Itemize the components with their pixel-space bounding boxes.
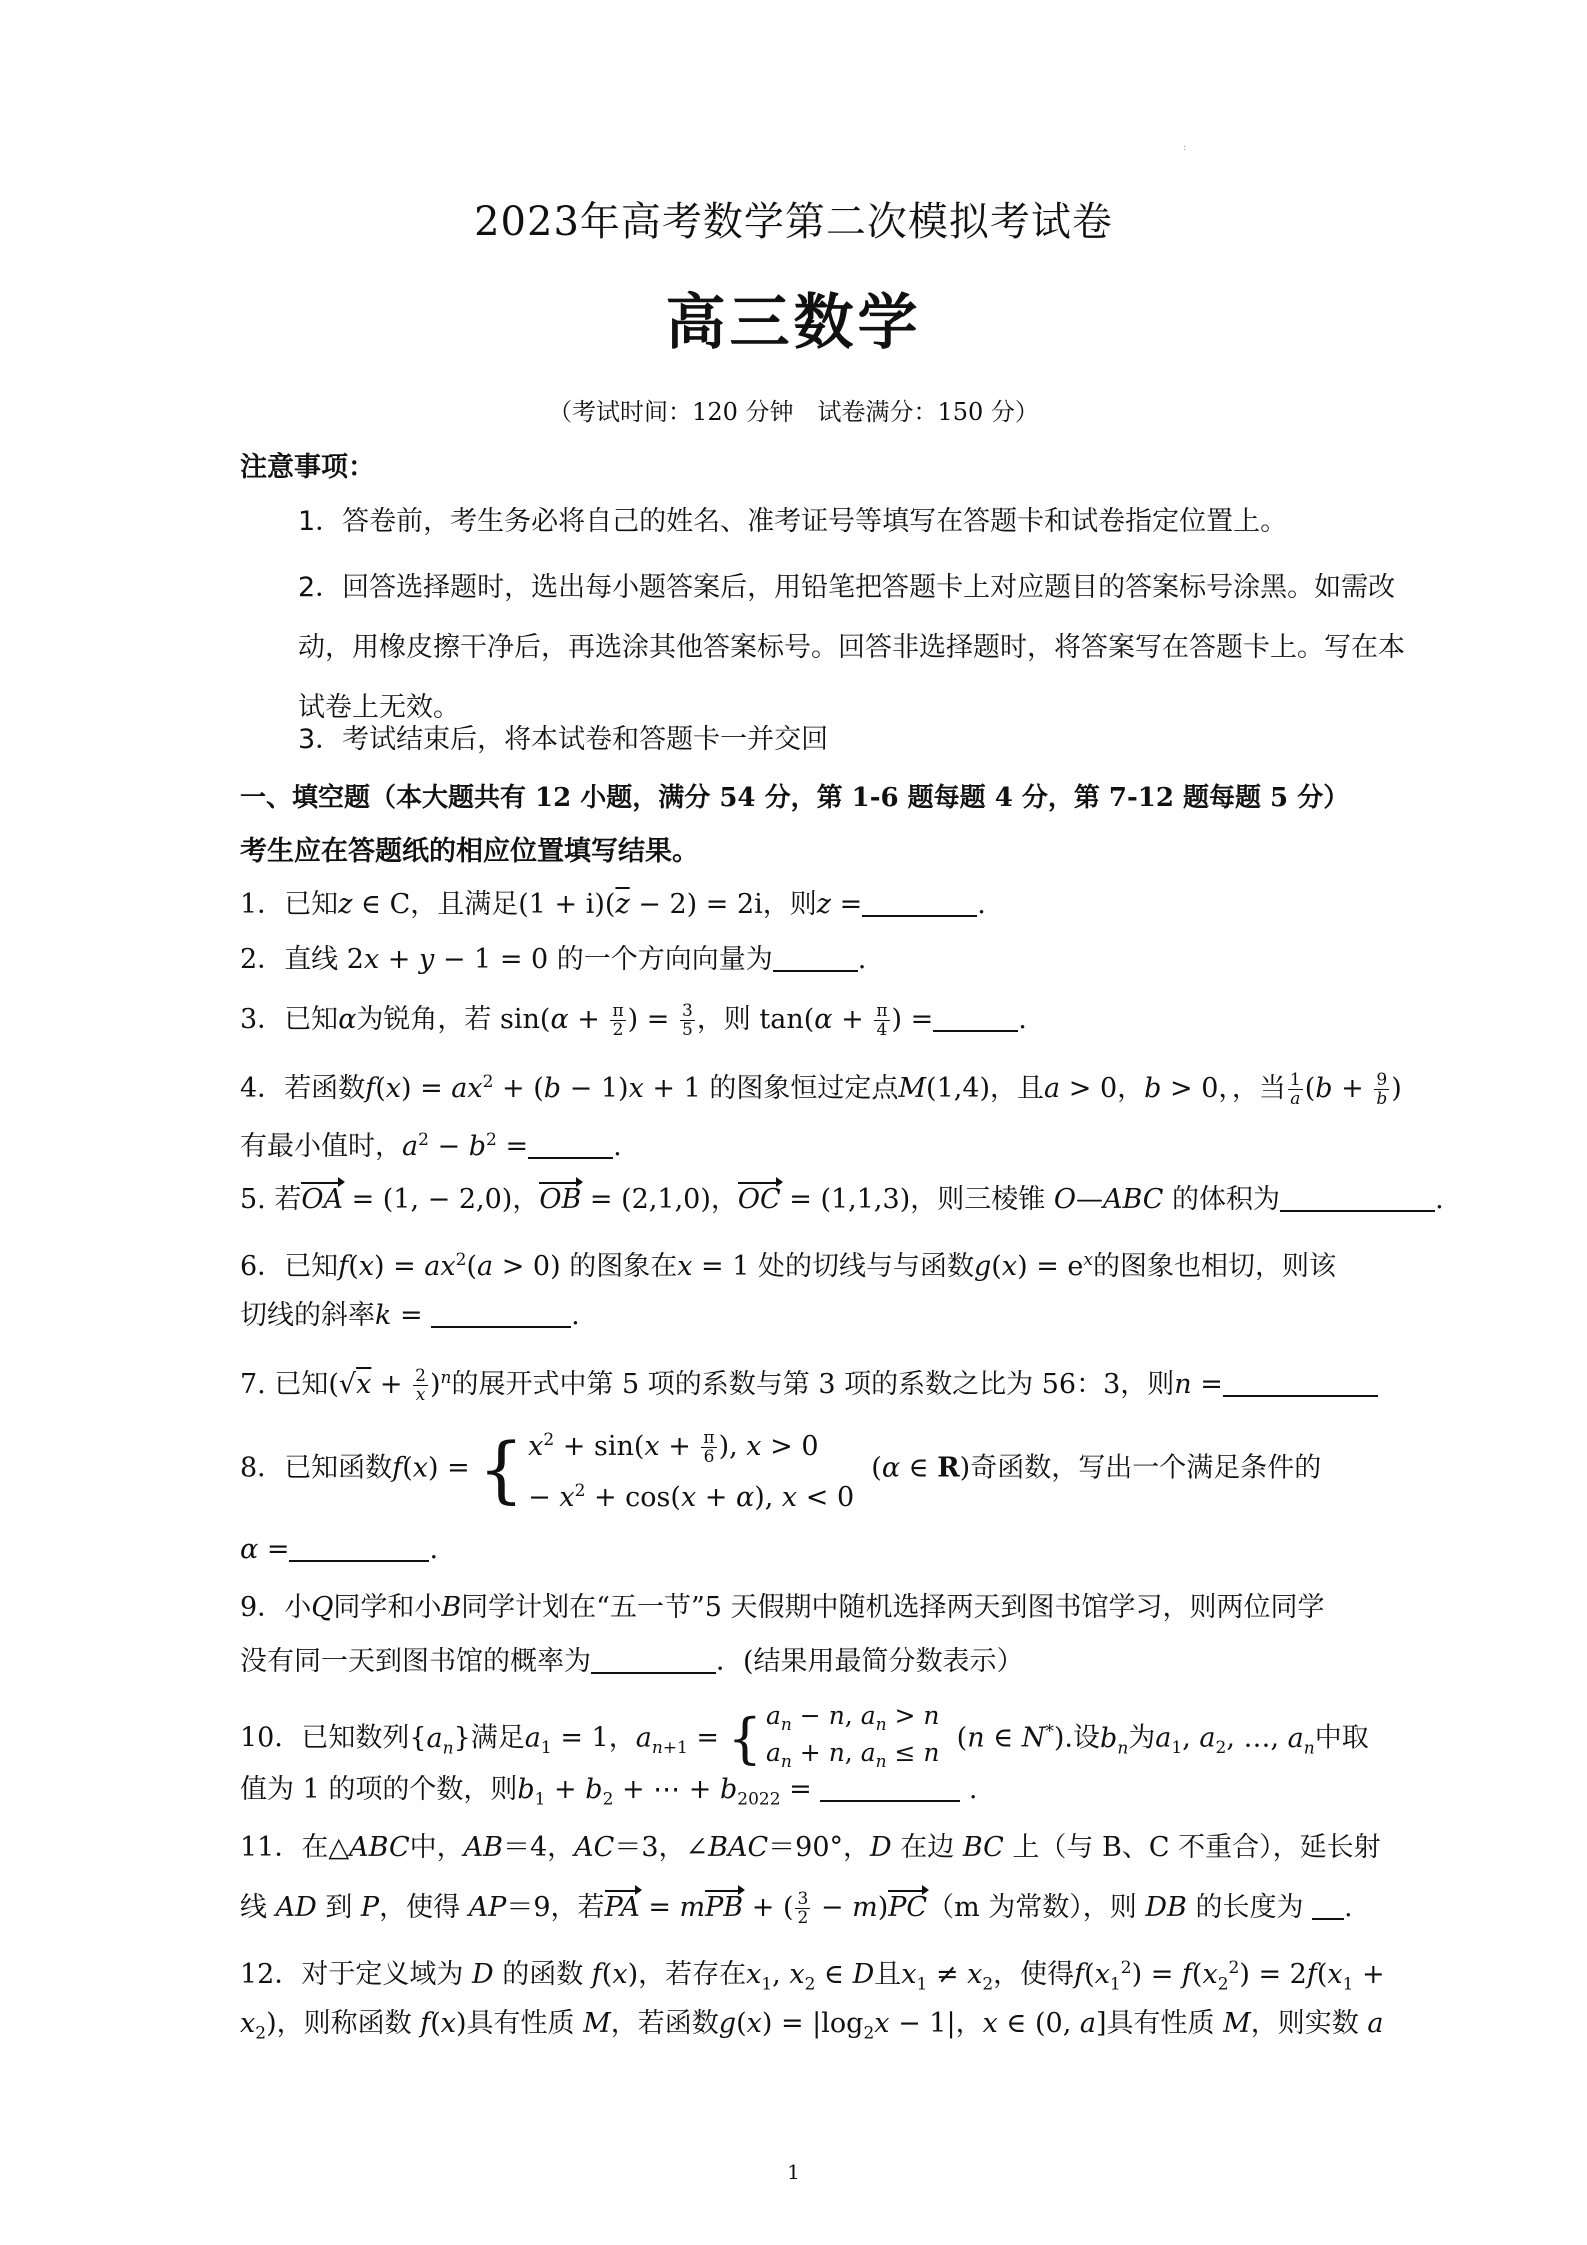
question-10-line-1: 10．已知数列$\{a_n\}$满足$a_1 = 1$，$a_{n+1}$ = { $a_n - n$, $a_n > n$ $a_n + n$, $a_n \le n$ (n ∈ N*).设$b_n$为$a_1$, $a_2$, …, $a_n$中取 [240, 1701, 1369, 1772]
answer-blank-10[interactable] [820, 1772, 960, 1802]
notes-heading: 注意事项： [240, 452, 375, 483]
answer-blank-8[interactable] [289, 1532, 429, 1562]
note-item-1: 1．答卷前，考生务必将自己的姓名、准考证号等填写在答题卡和试卷指定位置上。 [298, 506, 1288, 537]
scan-mark: : [1183, 142, 1187, 153]
question-2: 2．直线 2x + y − 1 = 0 的一个方向向量为 . [240, 944, 867, 975]
answer-blank-2[interactable] [773, 942, 858, 972]
answer-blank-5[interactable] [1280, 1182, 1435, 1212]
answer-blank-3[interactable] [933, 1002, 1018, 1032]
question-10-line-2: 值为 1 的项的个数，则$b_1 + b_2$ + ⋯ + $b_{2022}$ = . [240, 1774, 978, 1810]
question-4-line-1: 4．若函数$f(x) = ax^2 + (b - 1)x + 1$ 的图象恒过定点M(1,4)，且a > 0，b > 0，，当 $\frac{1}{a}$ (b + $\frac{9}{b}$ ) [240, 1070, 1402, 1109]
question-8: 8．已知函数f(x) = { $x^2 + \sin(x$ + $\frac{\pi}{6}$ ), x > 0 − $x^2 + \cos(x + \alpha)$, x < 0 (α ∈ R)奇函数，写出一个满足条件的 [240, 1427, 1322, 1513]
section-instruction: 考生应在答题纸的相应位置填写结果。 [240, 836, 699, 867]
exam-info: （考试时间：120 分钟 试卷满分：150 分） [548, 398, 1039, 426]
question-11-line-1: 11．在△ABC中，AB＝4，AC＝3，∠BAC＝90°，D 在边 BC 上（与 B、C 不重合），延长射 [240, 1832, 1381, 1863]
answer-blank-4[interactable] [528, 1129, 613, 1159]
question-9-line-1: 9．小Q同学和小B同学计划在“五一节”5 天假期中随机选择两天到图书馆学习，则两位同学 [240, 1592, 1325, 1623]
answer-blank-7[interactable] [1223, 1367, 1378, 1397]
question-3: 3．已知α为锐角，若 sin(α + $\frac{\pi}{2}$ ) = $\frac{3}{5}$ ，则 tan(α + $\frac{\pi}{4}$ ) = . [240, 1001, 1027, 1040]
question-1: 1．已知z ∈ C，且满足$(1 + i)(\overline{z} - 2) = 2i$，则z = . [240, 889, 986, 920]
question-5: 5. 若OA = (1, − 2,0)，OB = (2,1,0)，OC = (1,1,3)，则三棱锥 O—ABC 的体积为 . [240, 1180, 1360, 1220]
answer-blank-1[interactable] [862, 887, 977, 917]
note-item-3: 3．考试结束后，将本试卷和答题卡一并交回 [298, 724, 829, 755]
question-6-line-2: 切线的斜率k = . [240, 1300, 580, 1331]
exam-subject: 高三数学 [665, 288, 922, 358]
question-6-line-1: 6．已知$f(x) = ax^2(a > 0)$ 的图象在x = 1 处的切线与与函数$g(x) = e^x$的图象也相切，则该 [240, 1250, 1336, 1282]
exam-title: 2023年高考数学第二次模拟考试卷 [474, 199, 1113, 245]
question-9-line-2: 没有同一天到图书馆的概率为 ．(结果用最简分数表示） [240, 1646, 1024, 1677]
question-12-line-1: 12．对于定义域为 D 的函数 f(x)，若存在$x_1$, $x_2$ ∈ D且$x_1 \ne x_2$，使得$f(x_1^2) = f(x_2^2) = 2f(x_1$ + [240, 1958, 1385, 1995]
answer-blank-9[interactable] [591, 1644, 716, 1674]
note-item-2: 2．回答选择题时，选出每小题答案后，用铅笔把答题卡上对应题目的答案标号涂黑。如需改动，用橡皮擦干净后，再选涂其他答案标号。回答非选择题时，将答案写在答题卡上。写在本试卷上无效。 [298, 572, 1405, 723]
question-11-line-2: 线 AD 到 P，使得 AP＝9，若PA = mPB + ( $\frac{3}{2}$ − m)PC（m 为常数），则 DB 的长度为 . [240, 1889, 1353, 1928]
question-12-line-2: $x_2$)，则称函数 f(x)具有性质 M，若函数$g(x) = |\log_2x - 1|$，x ∈ (0, a]具有性质 M，则实数 a [240, 2008, 1384, 2044]
question-7: 7. 已知(√x + $\frac{2}{x}$ )$^n$的展开式中第 5 项的系数与第 3 项的系数之比为 56：3，则n = [240, 1358, 1360, 1405]
page-number: 1 [787, 2160, 800, 2184]
question-4-line-2: 有最小值时，$a^2 - b^2$ = . [240, 1130, 622, 1162]
answer-blank-6[interactable] [431, 1298, 571, 1328]
section-heading: 一、填空题（本大题共有 12 小题，满分 54 分，第 1-6 题每题 4 分，第 7-12 题每题 5 分） [240, 783, 1350, 813]
answer-blank-11[interactable] [1312, 1890, 1344, 1920]
question-8-line-2: α = . [240, 1534, 439, 1565]
